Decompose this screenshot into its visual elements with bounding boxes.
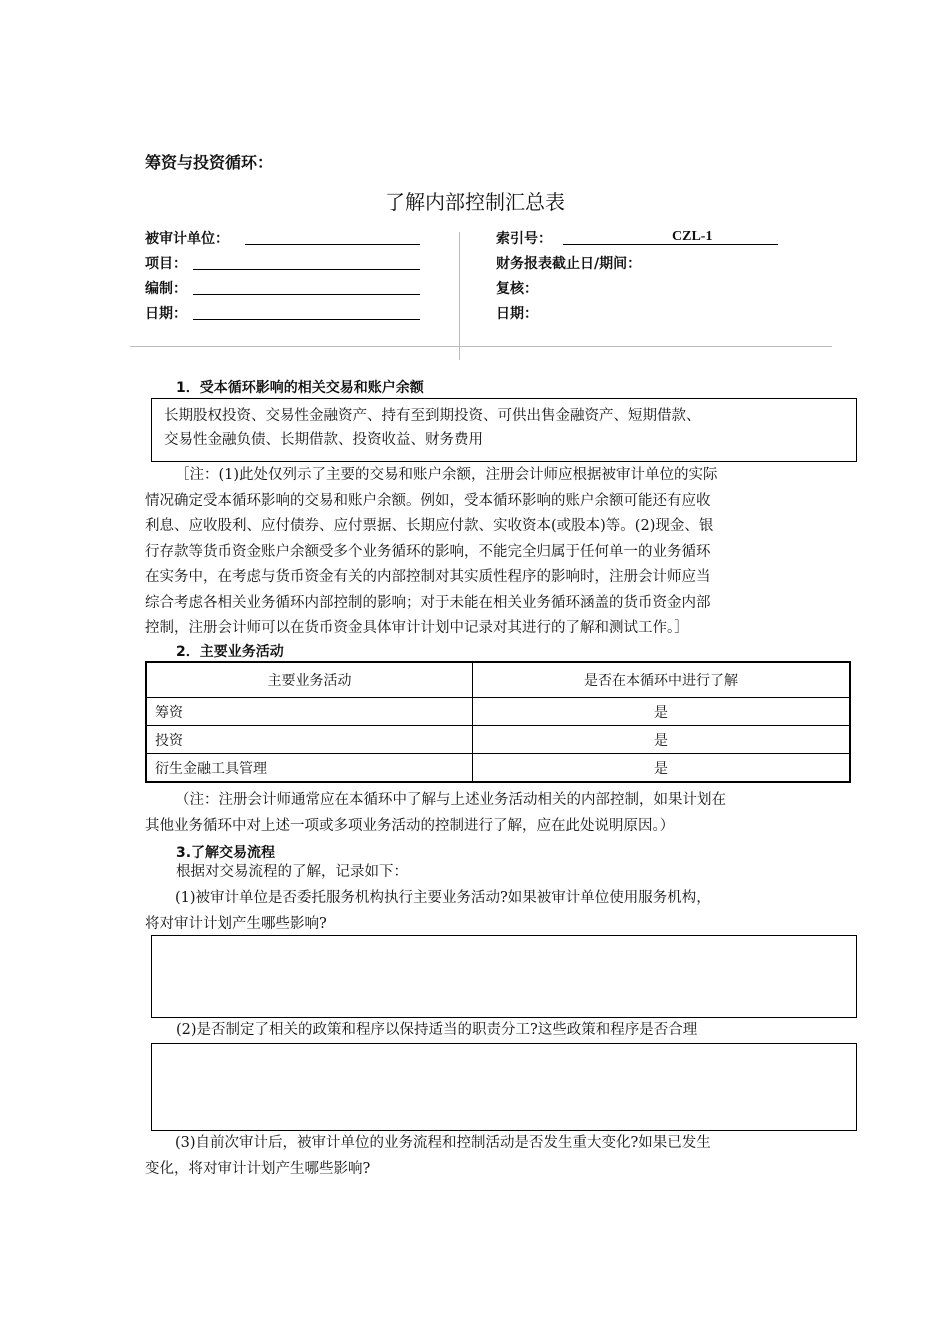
activities-table-frame (145, 661, 851, 783)
understood-cell: 是 (473, 726, 850, 754)
period-label: 财务报表截止日/期间： (496, 256, 642, 272)
cycle-title: 筹资与投资循环： (145, 153, 274, 172)
note-line: ［注：(1)此处仅列示了主要的交易和账户余额，注册会计师应根据被审计单位的实际 (175, 467, 718, 483)
note-line: 情况确定受本循环影响的交易和账户余额。例如，受本循环影响的账户余额可能还有应收 (145, 492, 711, 509)
note-line: 综合考虑各相关业务循环内部控制的影响；对于未能在相关业务循环涵盖的货币资金内部 (145, 594, 711, 611)
understood-cell: 是 (473, 698, 850, 726)
note-line: 其他业务循环中对上述一项或多项业务活动的控制进行了解，应在此处说明原因。） (145, 817, 675, 834)
question-3 (145, 1131, 711, 1182)
note-line: 控制，注册会计师可以在货币资金具体审计计划中记录对其进行的了解和测试工作。］ (145, 620, 689, 636)
activities-table (146, 662, 850, 782)
table-row (147, 698, 850, 726)
index-value: CZL-1 (672, 229, 713, 244)
question-line: (3)自前次审计后，被审计单位的业务流程和控制活动是否发生重大变化?如果已发生 (175, 1135, 711, 1151)
note-line: （注：注册会计师通常应在本循环中了解与上述业务活动相关的内部控制，如果计划在 (175, 792, 726, 808)
question-line: 变化，将对审计计划产生哪些影响? (145, 1160, 371, 1177)
question-line: 将对审计计划产生哪些影响? (145, 915, 327, 932)
activity-cell: 筹资 (147, 698, 473, 726)
section3-title: 3.了解交易流程 (176, 845, 276, 861)
answer-box-2[interactable] (151, 1043, 857, 1131)
header-horizontal-divider (130, 346, 832, 347)
table-header-activity: 主要业务活动 (147, 663, 473, 698)
table-header-row (147, 663, 850, 698)
question-1 (145, 886, 711, 937)
form-title: 了解内部控制汇总表 (385, 190, 565, 214)
answer-box-1[interactable] (151, 935, 857, 1018)
table-row (147, 754, 850, 782)
date-label-right: 日期： (496, 306, 538, 322)
activity-cell: 投资 (147, 726, 473, 754)
activity-cell: 衍生金融工具管理 (147, 754, 473, 782)
section3-intro: 根据对交易流程的了解，记录如下： (176, 864, 408, 880)
section1-accounts-box (151, 398, 857, 462)
index-label: 索引号： (496, 231, 552, 247)
prepared-field[interactable] (193, 294, 420, 295)
section1-title: 1．受本循环影响的相关交易和账户余额 (176, 380, 424, 396)
section1-note (145, 463, 718, 642)
question-2: (2)是否制定了相关的政策和程序以保持适当的职责分工?这些政策和程序是否合理 (176, 1022, 698, 1038)
accounts-line: 长期股权投资、交易性金融资产、持有至到期投资、可供出售金融资产、短期借款、 (164, 408, 701, 424)
index-field[interactable] (563, 244, 778, 245)
note-line: 利息、应收股利、应付债券、应付票据、长期应付款、实收资本(或股本)等。(2)现金、银 (145, 518, 714, 534)
section2-title: 2．主要业务活动 (176, 644, 284, 660)
question-line: (1)被审计单位是否委托服务机构执行主要业务活动?如果被审计单位使用服务机构， (175, 890, 711, 906)
table-header-understood: 是否在本循环中进行了解 (473, 663, 850, 698)
audited-unit-label: 被审计单位： (145, 231, 229, 247)
date-label-left: 日期： (145, 306, 187, 322)
note-line: 在实务中，在考虑与货币资金有关的内部控制对其实质性程序的影响时，注册会计师应当 (145, 569, 711, 585)
prepared-label: 编制： (145, 281, 187, 297)
review-label: 复核： (496, 281, 538, 297)
section2-note (145, 788, 726, 839)
accounts-line: 交易性金融负债、长期借款、投资收益、财务费用 (164, 432, 483, 448)
table-row (147, 726, 850, 754)
audited-unit-field[interactable] (245, 244, 420, 245)
date-field-left[interactable] (193, 319, 420, 320)
project-label: 项目： (145, 256, 187, 272)
header-vertical-divider (459, 232, 460, 360)
note-line: 行存款等货币资金账户余额受多个业务循环的影响，不能完全归属于任何单一的业务循环 (145, 543, 711, 560)
project-field[interactable] (193, 269, 420, 270)
understood-cell: 是 (473, 754, 850, 782)
